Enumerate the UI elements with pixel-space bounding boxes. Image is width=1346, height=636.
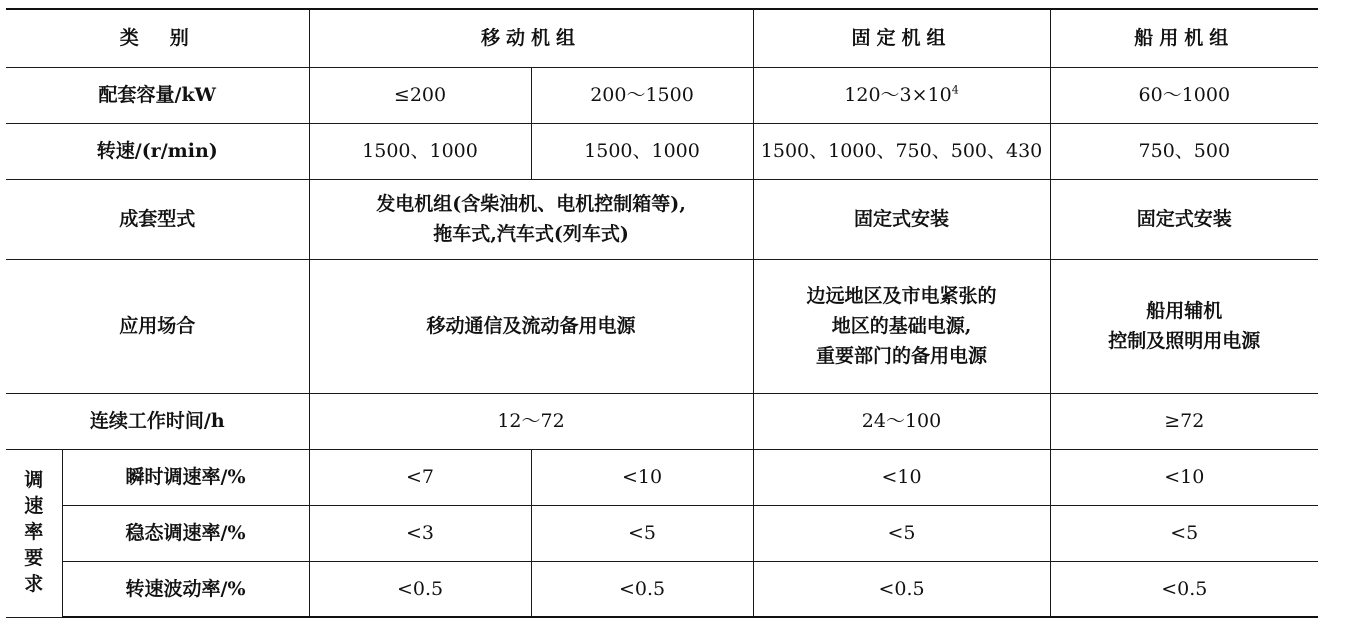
capacity-fixed [753,67,1050,123]
regulation-group-text: 调速率要求 [24,469,44,595]
capacity-fixed-base: 120～3×10 [844,84,952,106]
header-row [6,9,1318,67]
application-fixed [753,259,1050,393]
work-time-row [6,393,1318,449]
speed-mobile-b: 1500、1000 [531,123,753,179]
fluctuation-marine: <0.5 [1050,561,1318,617]
speed-label: 转速/(r/min) [6,123,309,179]
capacity-row [6,67,1318,123]
application-mobile: 移动通信及流动备用电源 [309,259,753,393]
set-form-label: 成套型式 [6,179,309,259]
application-fixed-line3: 重要部门的备用电源 [816,345,988,367]
application-fixed-line1: 边远地区及市电紧张的 [806,285,997,307]
set-form-mobile-line1: 发电机组(含柴油机、电机控制箱等), [376,193,686,215]
instant-rate-row [6,449,1318,505]
fluctuation-row [6,561,1318,617]
steady-rate-mobile-b: <5 [531,505,753,561]
application-marine [1050,259,1318,393]
speed-fixed: 1500、1000、750、500、430 [753,123,1050,179]
instant-rate-mobile-b: <10 [531,449,753,505]
steady-rate-mobile-a: <3 [309,505,531,561]
speed-mobile-a: 1500、1000 [309,123,531,179]
application-row [6,259,1318,393]
header-mobile: 移动机组 [309,9,753,67]
steady-rate-row [6,505,1318,561]
application-label: 应用场合 [6,259,309,393]
header-marine: 船用机组 [1050,9,1318,67]
steady-rate-label: 稳态调速率/% [62,505,309,561]
set-form-mobile [309,179,753,259]
capacity-mobile-b: 200～1500 [531,67,753,123]
instant-rate-marine: <10 [1050,449,1318,505]
fluctuation-label: 转速波动率/% [62,561,309,617]
instant-rate-label: 瞬时调速率/% [62,449,309,505]
fluctuation-mobile-a: <0.5 [309,561,531,617]
instant-rate-mobile-a: <7 [309,449,531,505]
speed-row [6,123,1318,179]
application-fixed-line2: 地区的基础电源, [831,315,972,337]
spec-table [6,8,1318,618]
capacity-mobile-a: ≤200 [309,67,531,123]
work-time-label: 连续工作时间/h [6,393,309,449]
work-time-mobile: 12～72 [309,393,753,449]
header-category: 类 别 [6,9,309,67]
application-marine-line1: 船用辅机 [1146,300,1223,322]
steady-rate-marine: <5 [1050,505,1318,561]
set-form-row [6,179,1318,259]
capacity-label: 配套容量/kW [6,67,309,123]
set-form-marine: 固定式安装 [1050,179,1318,259]
work-time-fixed: 24～100 [753,393,1050,449]
header-fixed: 固定机组 [753,9,1050,67]
set-form-fixed: 固定式安装 [753,179,1050,259]
work-time-marine: ≥72 [1050,393,1318,449]
fluctuation-fixed: <0.5 [753,561,1050,617]
regulation-group-label [6,449,62,617]
application-marine-line2: 控制及照明用电源 [1108,330,1261,352]
speed-marine: 750、500 [1050,123,1318,179]
fluctuation-mobile-b: <0.5 [531,561,753,617]
set-form-mobile-line2: 拖车式,汽车式(列车式) [433,223,629,245]
instant-rate-fixed: <10 [753,449,1050,505]
capacity-fixed-exponent: 4 [951,83,959,97]
capacity-marine: 60～1000 [1050,67,1318,123]
steady-rate-fixed: <5 [753,505,1050,561]
